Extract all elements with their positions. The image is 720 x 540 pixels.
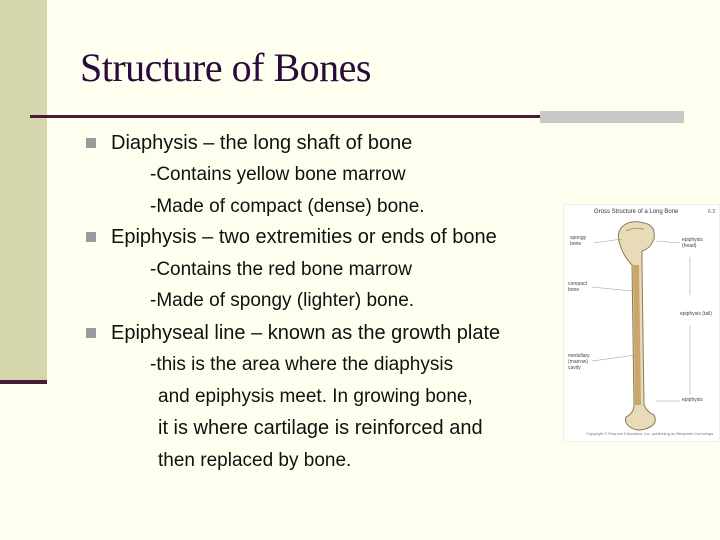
figure-credit: Copyright © Pearson Education, Inc. publishing as Benjamin Cummings bbox=[586, 431, 714, 436]
square-bullet-icon bbox=[86, 232, 96, 242]
bullet-text: Epiphyseal line – known as the growth plate bbox=[111, 322, 501, 344]
long-bone-figure bbox=[563, 204, 720, 442]
figure-number: 6.3 bbox=[708, 209, 715, 215]
bullet-epiphyseal-line bbox=[86, 322, 500, 345]
left-decor-bar bbox=[0, 0, 47, 384]
label-compact-bone: compact bone bbox=[568, 281, 587, 293]
sub-item: it is where cartilage is reinforced and bbox=[158, 417, 483, 439]
slide-title: Structure of Bones bbox=[80, 45, 371, 90]
label-epiphysis-tail: epiphysis (tail) bbox=[680, 311, 712, 317]
label-epiphysis: epiphysis bbox=[682, 397, 703, 403]
sub-item: and epiphysis meet. In growing bone, bbox=[158, 386, 473, 407]
left-decor-accent bbox=[0, 380, 47, 384]
bullet-epiphysis bbox=[86, 226, 497, 249]
bullet-diaphysis bbox=[86, 132, 412, 155]
sub-item: then replaced by bone. bbox=[158, 450, 352, 471]
sub-item: -Made of spongy (lighter) bone. bbox=[150, 290, 415, 311]
label-epiphysis-head: epiphysis (head) bbox=[682, 237, 703, 249]
square-bullet-icon bbox=[86, 138, 96, 148]
sub-item: -Made of compact (dense) bone. bbox=[150, 196, 425, 217]
label-spongy-bone: spongy bone bbox=[570, 235, 587, 247]
square-bullet-icon bbox=[86, 328, 96, 338]
title-rule-accent bbox=[540, 111, 684, 123]
bullet-text: Epiphysis – two extremities or ends of bone bbox=[111, 226, 497, 248]
sub-item: -Contains yellow bone marrow bbox=[150, 164, 406, 185]
title-rule bbox=[30, 115, 540, 118]
figure-title: Gross Structure of a Long Bone bbox=[594, 209, 679, 215]
sub-item: -this is the area where the diaphysis bbox=[150, 354, 454, 375]
bullet-text: Diaphysis – the long shaft of bone bbox=[111, 132, 413, 154]
label-medullary-cavity: medullary (marrow) cavity bbox=[568, 353, 590, 371]
sub-item: -Contains the red bone marrow bbox=[150, 259, 412, 280]
